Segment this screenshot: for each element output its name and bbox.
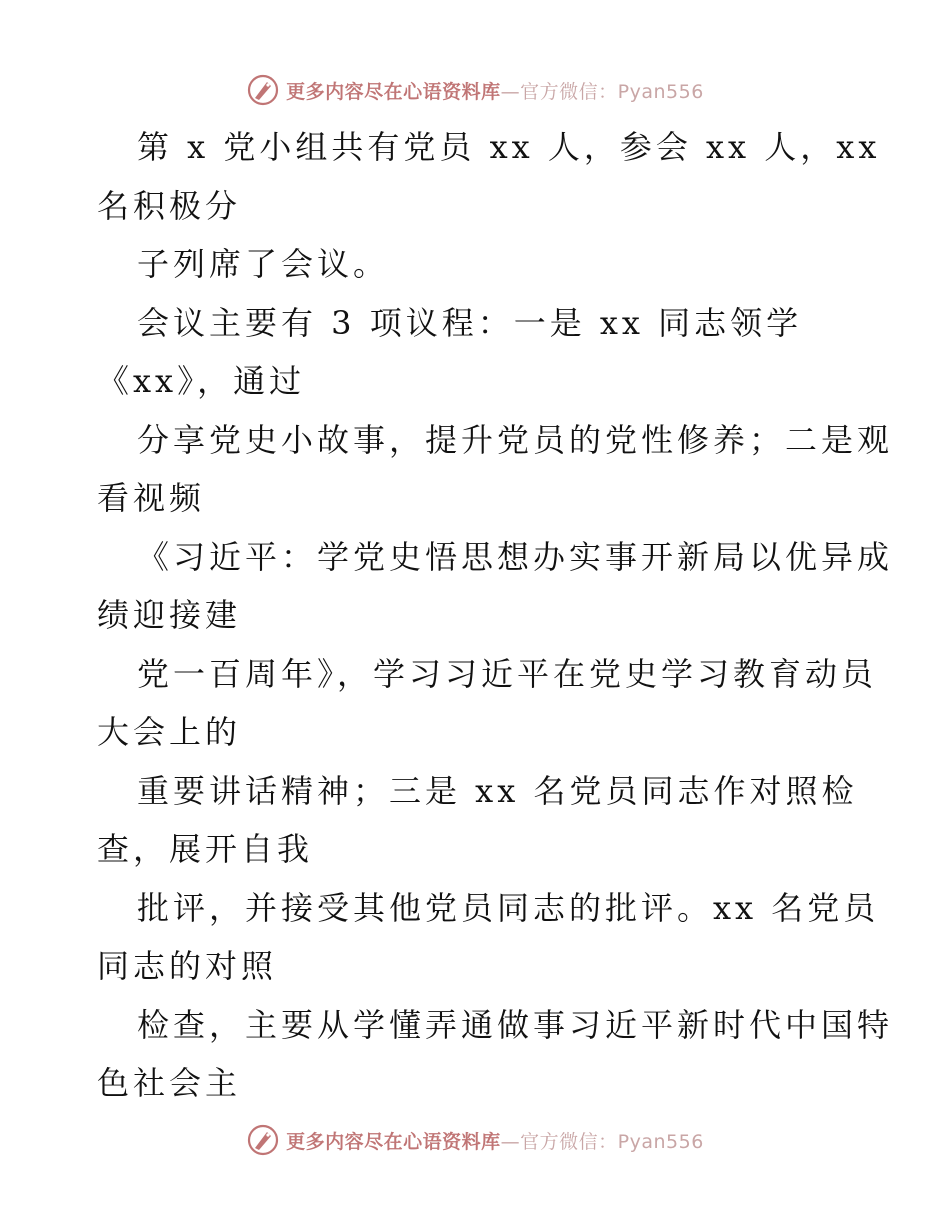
text-line: 绩迎接建	[97, 596, 242, 634]
pen-nib-logo-icon	[246, 73, 280, 107]
text-line: 子列席了会议。	[137, 245, 390, 283]
text-line: 色社会主	[97, 1064, 242, 1102]
text-line: 《xx》，通过	[97, 362, 306, 400]
document-body	[97, 118, 894, 1113]
header-watermark	[0, 70, 950, 110]
text-line: 名积极分	[97, 186, 242, 225]
text-line: 会议主要有 3 项议程：一是 xx 同志领学	[137, 303, 803, 342]
text-line: 同志的对照	[97, 947, 278, 985]
footer-watermark	[0, 1120, 950, 1160]
text-line: 批评，并接受其他党员同志的批评。xx 名党员	[137, 888, 880, 927]
text-line: 大会上的	[97, 713, 242, 751]
watermark-text: 更多内容尽在心语资料库—官方微信：Pyan556	[286, 1130, 704, 1153]
text-line: 重要讲话精神；三是 xx 名党员同志作对照检	[137, 771, 858, 810]
text-line: 看视频	[97, 479, 206, 517]
text-line: 分享党史小故事，提升党员的党性修养；二是观	[137, 420, 894, 459]
watermark-text: 更多内容尽在心语资料库—官方微信：Pyan556	[286, 80, 704, 103]
text-line: 党一百周年》，学习习近平在党史学习教育动员	[137, 654, 878, 693]
text-line: 第 x 党小组共有党员 xx 人，参会 xx 人，xx	[137, 128, 881, 166]
pen-nib-logo-icon	[246, 1123, 280, 1157]
text-line: 检查，主要从学懂弄通做事习近平新时代中国特	[137, 1005, 894, 1044]
text-line: 查，展开自我	[97, 830, 314, 868]
text-line: 《习近平：学党史悟思想办实事开新局以优异成	[137, 537, 894, 576]
